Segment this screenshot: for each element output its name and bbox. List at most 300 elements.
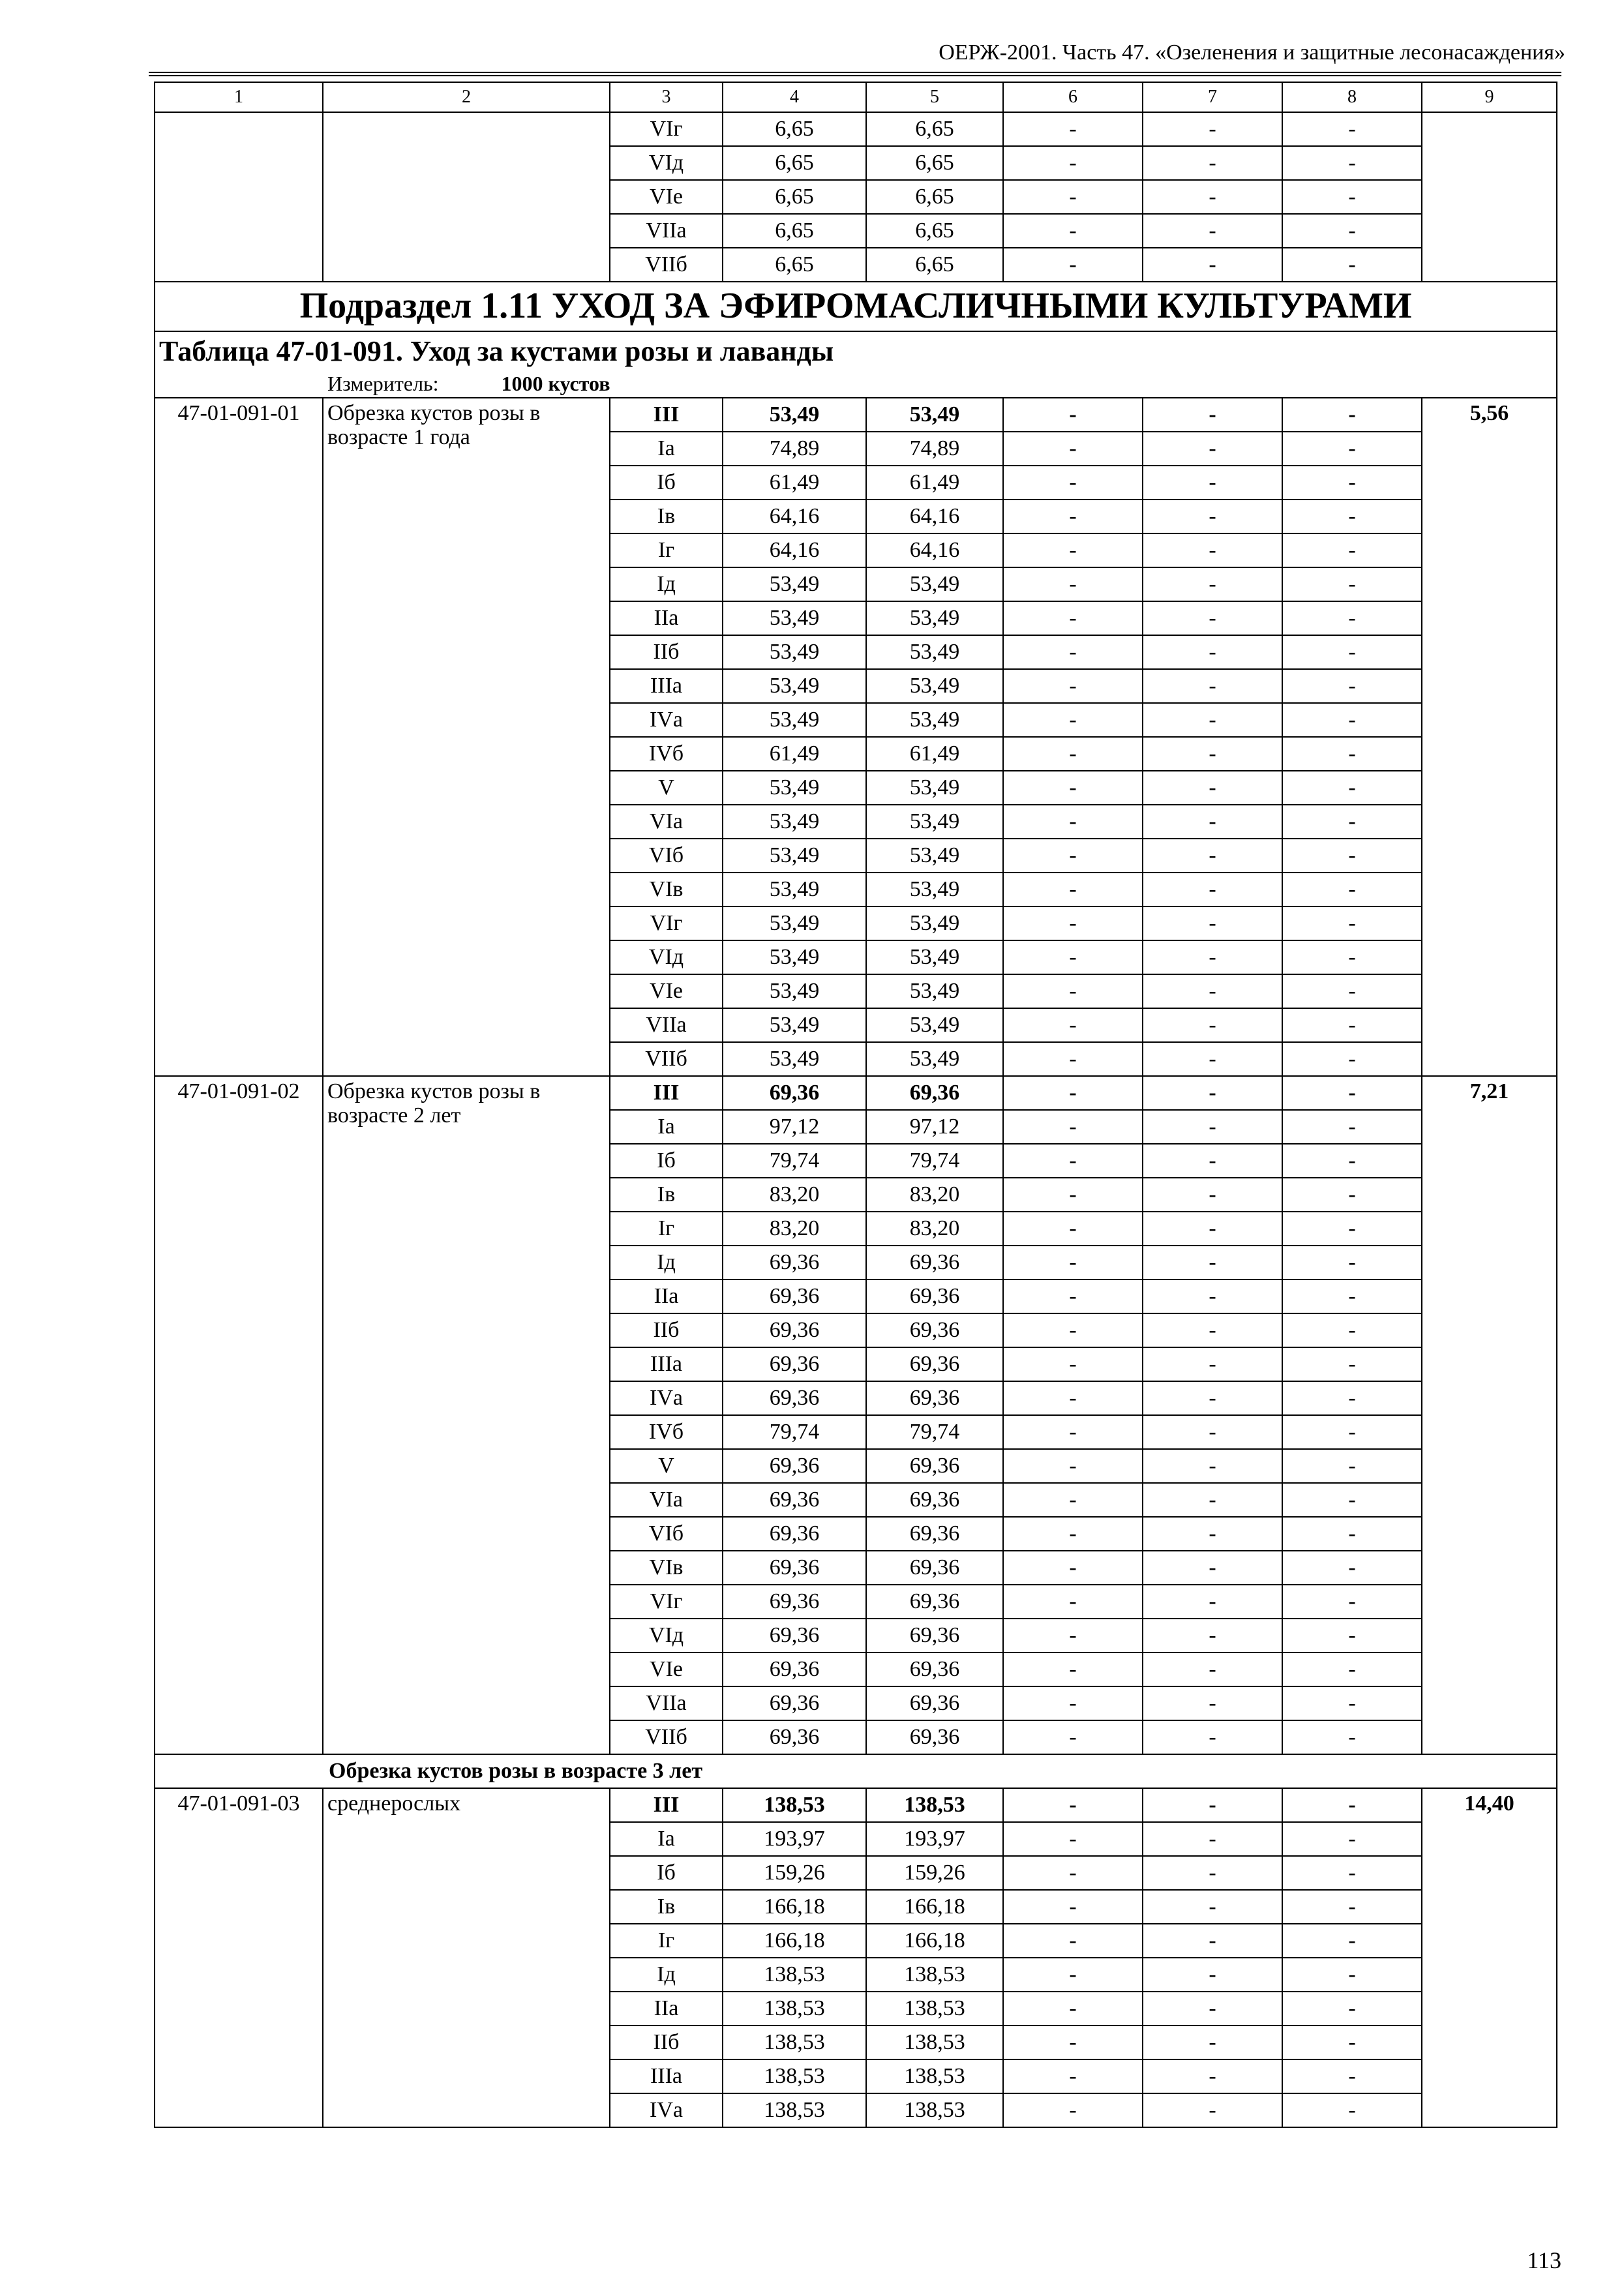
zone-cell: VIб: [610, 839, 723, 873]
dash-cell: -: [1003, 1483, 1143, 1517]
dash-cell: -: [1143, 703, 1282, 737]
dash-cell: -: [1003, 839, 1143, 873]
dash-cell: -: [1143, 1042, 1282, 1076]
value-cell: 53,49: [866, 1042, 1003, 1076]
col9-value: 5,56: [1422, 398, 1557, 1076]
measure-value: 1000 кустов: [501, 372, 610, 396]
dash-cell: -: [1143, 2059, 1282, 2093]
zone-cell: Iг: [610, 1212, 723, 1246]
value-cell: 53,49: [866, 940, 1003, 974]
value-cell: 61,49: [723, 737, 866, 771]
value-cell: 69,36: [866, 1449, 1003, 1483]
value-cell: 69,36: [866, 1483, 1003, 1517]
zone-cell: VIд: [610, 940, 723, 974]
dash-cell: -: [1282, 873, 1422, 906]
value-cell: 166,18: [723, 1924, 866, 1958]
value-cell: 61,49: [723, 466, 866, 500]
zone-cell: Iд: [610, 567, 723, 601]
dash-cell: -: [1003, 1449, 1143, 1483]
value-cell: 97,12: [866, 1110, 1003, 1144]
value-cell: 69,36: [723, 1653, 866, 1686]
measure-label: Измеритель:: [327, 372, 439, 396]
dash-cell: -: [1282, 1415, 1422, 1449]
dash-cell: -: [1003, 1992, 1143, 2026]
value-cell: 53,49: [866, 398, 1003, 432]
zone-cell: III: [610, 1076, 723, 1110]
value-cell: 6,65: [866, 180, 1003, 214]
value-cell: 166,18: [866, 1890, 1003, 1924]
value-cell: 53,49: [723, 398, 866, 432]
value-cell: 69,36: [723, 1619, 866, 1653]
dash-cell: -: [1282, 1890, 1422, 1924]
value-cell: 79,74: [723, 1144, 866, 1178]
dash-cell: -: [1003, 567, 1143, 601]
dash-cell: -: [1143, 567, 1282, 601]
zone-cell: Iа: [610, 1822, 723, 1856]
section-label: Обрезка кустов розы в возрасте 3 лет: [155, 1754, 1557, 1788]
dash-cell: -: [1003, 1076, 1143, 1110]
dash-cell: -: [1003, 737, 1143, 771]
dash-cell: -: [1282, 1178, 1422, 1212]
dash-cell: -: [1143, 1246, 1282, 1279]
dash-cell: -: [1143, 1449, 1282, 1483]
value-cell: 69,36: [866, 1347, 1003, 1381]
dash-cell: -: [1003, 112, 1143, 146]
rates-table: [154, 82, 1557, 2128]
dash-cell: -: [1143, 248, 1282, 282]
zone-cell: VIIб: [610, 248, 723, 282]
value-cell: 53,49: [723, 669, 866, 703]
value-cell: 69,36: [723, 1279, 866, 1313]
value-cell: 69,36: [866, 1313, 1003, 1347]
dash-cell: -: [1003, 1347, 1143, 1381]
value-cell: 64,16: [866, 500, 1003, 533]
rates-table-sheet: [154, 82, 1556, 2128]
dash-cell: -: [1003, 1415, 1143, 1449]
col9-value: 14,40: [1422, 1788, 1557, 2127]
zone-cell: III: [610, 398, 723, 432]
dash-cell: -: [1003, 805, 1143, 839]
dash-cell: -: [1143, 873, 1282, 906]
dash-cell: -: [1003, 1958, 1143, 1992]
dash-cell: -: [1143, 1788, 1282, 1822]
value-cell: 159,26: [723, 1856, 866, 1890]
zone-cell: VIд: [610, 1619, 723, 1653]
dash-cell: -: [1003, 214, 1143, 248]
zone-cell: III: [610, 1788, 723, 1822]
dash-cell: -: [1003, 500, 1143, 533]
zone-cell: VIг: [610, 1585, 723, 1619]
zone-cell: V: [610, 1449, 723, 1483]
dash-cell: -: [1143, 1076, 1282, 1110]
dash-cell: -: [1143, 214, 1282, 248]
value-cell: 69,36: [723, 1517, 866, 1551]
subsection-row: [155, 282, 1557, 331]
zone-cell: VIе: [610, 180, 723, 214]
zone-cell: Iб: [610, 1856, 723, 1890]
col9-value: 7,21: [1422, 1076, 1557, 1754]
zone-cell: VIIа: [610, 1686, 723, 1720]
value-cell: 53,49: [866, 1008, 1003, 1042]
column-number: 6: [1003, 82, 1143, 112]
value-cell: 53,49: [723, 906, 866, 940]
zone-cell: IVа: [610, 703, 723, 737]
value-cell: 97,12: [723, 1110, 866, 1144]
dash-cell: -: [1143, 940, 1282, 974]
dash-cell: -: [1282, 1008, 1422, 1042]
dash-cell: -: [1143, 1653, 1282, 1686]
dash-cell: -: [1143, 500, 1282, 533]
value-cell: 53,49: [866, 669, 1003, 703]
dash-cell: -: [1003, 669, 1143, 703]
dash-cell: -: [1143, 771, 1282, 805]
dash-cell: -: [1282, 432, 1422, 466]
value-cell: 159,26: [866, 1856, 1003, 1890]
dash-cell: -: [1143, 1008, 1282, 1042]
value-cell: 6,65: [866, 214, 1003, 248]
value-cell: 69,36: [866, 1279, 1003, 1313]
zone-cell: VIб: [610, 1517, 723, 1551]
value-cell: 53,49: [723, 805, 866, 839]
value-cell: 53,49: [723, 940, 866, 974]
item-name: Обрезка кустов розы в возрасте 2 лет: [323, 1076, 610, 1754]
dash-cell: -: [1003, 940, 1143, 974]
dash-cell: -: [1282, 737, 1422, 771]
value-cell: 53,49: [723, 567, 866, 601]
column-number: 3: [610, 82, 723, 112]
value-cell: 69,36: [866, 1246, 1003, 1279]
value-cell: 53,49: [723, 771, 866, 805]
value-cell: 69,36: [723, 1551, 866, 1585]
value-cell: 138,53: [866, 1958, 1003, 1992]
dash-cell: -: [1282, 703, 1422, 737]
dash-cell: -: [1003, 466, 1143, 500]
dash-cell: -: [1282, 1212, 1422, 1246]
page-header: ОЕРЖ-2001. Часть 47. «Озеленения и защитные лесонасаждения»: [939, 40, 1565, 65]
name-cell-empty: [323, 112, 610, 282]
table-row: [155, 112, 1557, 146]
value-cell: 69,36: [866, 1585, 1003, 1619]
zone-cell: Iа: [610, 1110, 723, 1144]
value-cell: 69,36: [866, 1076, 1003, 1110]
dash-cell: -: [1143, 2093, 1282, 2127]
dash-cell: -: [1003, 1008, 1143, 1042]
value-cell: 53,49: [866, 771, 1003, 805]
value-cell: 6,65: [723, 112, 866, 146]
value-cell: 53,49: [866, 805, 1003, 839]
value-cell: 6,65: [723, 180, 866, 214]
value-cell: 69,36: [723, 1313, 866, 1347]
dash-cell: -: [1282, 112, 1422, 146]
zone-cell: VIIа: [610, 214, 723, 248]
zone-cell: VIв: [610, 873, 723, 906]
table-row: [155, 1076, 1557, 1110]
zone-cell: VIг: [610, 906, 723, 940]
value-cell: 69,36: [866, 1619, 1003, 1653]
value-cell: 138,53: [723, 1958, 866, 1992]
item-name: Обрезка кустов розы в возрасте 1 года: [323, 398, 610, 1076]
dash-cell: -: [1143, 635, 1282, 669]
value-cell: 83,20: [866, 1178, 1003, 1212]
dash-cell: -: [1282, 1585, 1422, 1619]
value-cell: 138,53: [723, 2059, 866, 2093]
dash-cell: -: [1003, 146, 1143, 180]
zone-cell: Iб: [610, 466, 723, 500]
zone-cell: VIа: [610, 805, 723, 839]
value-cell: 138,53: [866, 1788, 1003, 1822]
value-cell: 69,36: [866, 1686, 1003, 1720]
dash-cell: -: [1003, 1178, 1143, 1212]
dash-cell: -: [1003, 1246, 1143, 1279]
dash-cell: -: [1003, 1686, 1143, 1720]
value-cell: 53,49: [866, 567, 1003, 601]
dash-cell: -: [1282, 1856, 1422, 1890]
dash-cell: -: [1003, 1042, 1143, 1076]
value-cell: 64,16: [723, 533, 866, 567]
value-cell: 53,49: [723, 1042, 866, 1076]
dash-cell: -: [1282, 974, 1422, 1008]
zone-cell: Iв: [610, 1178, 723, 1212]
zone-cell: IIIа: [610, 1347, 723, 1381]
value-cell: 53,49: [866, 974, 1003, 1008]
dash-cell: -: [1143, 1483, 1282, 1517]
dash-cell: -: [1143, 1619, 1282, 1653]
dash-cell: -: [1143, 1856, 1282, 1890]
dash-cell: -: [1003, 248, 1143, 282]
dash-cell: -: [1282, 1619, 1422, 1653]
dash-cell: -: [1003, 533, 1143, 567]
value-cell: 69,36: [723, 1449, 866, 1483]
value-cell: 83,20: [866, 1212, 1003, 1246]
dash-cell: -: [1003, 1585, 1143, 1619]
dash-cell: -: [1143, 601, 1282, 635]
table-row: [155, 398, 1557, 432]
dash-cell: -: [1003, 873, 1143, 906]
dash-cell: -: [1282, 2093, 1422, 2127]
dash-cell: -: [1143, 1415, 1282, 1449]
dash-cell: -: [1143, 1686, 1282, 1720]
dash-cell: -: [1282, 1381, 1422, 1415]
zone-cell: Iа: [610, 432, 723, 466]
subsection-title: Подраздел 1.11 УХОД ЗА ЭФИРОМАСЛИЧНЫМИ КУЛЬТУРАМИ: [155, 282, 1557, 331]
dash-cell: -: [1003, 974, 1143, 1008]
zone-cell: Iв: [610, 500, 723, 533]
dash-cell: -: [1282, 635, 1422, 669]
dash-cell: -: [1143, 1313, 1282, 1347]
dash-cell: -: [1143, 839, 1282, 873]
dash-cell: -: [1143, 1720, 1282, 1754]
dash-cell: -: [1282, 533, 1422, 567]
table-title: Таблица 47-01-091. Уход за кустами розы и лаванды: [155, 331, 1557, 371]
value-cell: 69,36: [866, 1720, 1003, 1754]
dash-cell: -: [1143, 2026, 1282, 2059]
dash-cell: -: [1282, 1279, 1422, 1313]
zone-cell: VIа: [610, 1483, 723, 1517]
column-number: 5: [866, 82, 1003, 112]
value-cell: 6,65: [723, 214, 866, 248]
value-cell: 166,18: [866, 1924, 1003, 1958]
value-cell: 69,36: [866, 1551, 1003, 1585]
dash-cell: -: [1143, 146, 1282, 180]
value-cell: 193,97: [723, 1822, 866, 1856]
value-cell: 6,65: [723, 146, 866, 180]
dash-cell: -: [1003, 1890, 1143, 1924]
zone-cell: Iг: [610, 533, 723, 567]
dash-cell: -: [1003, 1313, 1143, 1347]
table-title-row: [155, 331, 1557, 371]
column-number: 8: [1282, 82, 1422, 112]
dash-cell: -: [1003, 1110, 1143, 1144]
dash-cell: -: [1143, 1924, 1282, 1958]
value-cell: 69,36: [723, 1076, 866, 1110]
column-number: 4: [723, 82, 866, 112]
column-number: 9: [1422, 82, 1557, 112]
dash-cell: -: [1282, 1653, 1422, 1686]
item-code: 47-01-091-02: [155, 1076, 323, 1754]
value-cell: 61,49: [866, 466, 1003, 500]
dash-cell: -: [1282, 1313, 1422, 1347]
code-cell-empty: [155, 112, 323, 282]
dash-cell: -: [1282, 1686, 1422, 1720]
dash-cell: -: [1282, 1144, 1422, 1178]
dash-cell: -: [1003, 1551, 1143, 1585]
dash-cell: -: [1282, 567, 1422, 601]
dash-cell: -: [1282, 906, 1422, 940]
dash-cell: -: [1003, 1619, 1143, 1653]
zone-cell: VIе: [610, 1653, 723, 1686]
value-cell: 83,20: [723, 1212, 866, 1246]
dash-cell: -: [1282, 1076, 1422, 1110]
dash-cell: -: [1282, 180, 1422, 214]
zone-cell: IVб: [610, 1415, 723, 1449]
dash-cell: -: [1143, 180, 1282, 214]
value-cell: 69,36: [723, 1720, 866, 1754]
zone-cell: Iб: [610, 1144, 723, 1178]
measure-cell: [155, 371, 1557, 398]
dash-cell: -: [1003, 1653, 1143, 1686]
value-cell: 138,53: [866, 2093, 1003, 2127]
dash-cell: -: [1003, 635, 1143, 669]
dash-cell: -: [1282, 1042, 1422, 1076]
dash-cell: -: [1143, 906, 1282, 940]
dash-cell: -: [1282, 601, 1422, 635]
value-cell: 74,89: [866, 432, 1003, 466]
dash-cell: -: [1282, 398, 1422, 432]
value-cell: 138,53: [866, 2059, 1003, 2093]
zone-cell: VIг: [610, 112, 723, 146]
value-cell: 53,49: [723, 703, 866, 737]
dash-cell: -: [1003, 1924, 1143, 1958]
dash-cell: -: [1282, 1551, 1422, 1585]
dash-cell: -: [1003, 601, 1143, 635]
page-number: 113: [1527, 2247, 1561, 2273]
item-code: 47-01-091-01: [155, 398, 323, 1076]
value-cell: 61,49: [866, 737, 1003, 771]
value-cell: 166,18: [723, 1890, 866, 1924]
dash-cell: -: [1003, 2059, 1143, 2093]
zone-cell: Iд: [610, 1958, 723, 1992]
zone-cell: IIа: [610, 1992, 723, 2026]
value-cell: 79,74: [866, 1415, 1003, 1449]
dash-cell: -: [1282, 771, 1422, 805]
dash-cell: -: [1003, 771, 1143, 805]
dash-cell: -: [1282, 805, 1422, 839]
dash-cell: -: [1003, 1144, 1143, 1178]
value-cell: 53,49: [866, 873, 1003, 906]
zone-cell: IVа: [610, 1381, 723, 1415]
value-cell: 6,65: [866, 248, 1003, 282]
zone-cell: VIе: [610, 974, 723, 1008]
dash-cell: -: [1003, 398, 1143, 432]
dash-cell: -: [1143, 669, 1282, 703]
zone-cell: VIIб: [610, 1720, 723, 1754]
dash-cell: -: [1282, 839, 1422, 873]
dash-cell: -: [1282, 1720, 1422, 1754]
value-cell: 53,49: [723, 873, 866, 906]
zone-cell: IVа: [610, 2093, 723, 2127]
value-cell: 138,53: [866, 2026, 1003, 2059]
dash-cell: -: [1143, 112, 1282, 146]
dash-cell: -: [1282, 1246, 1422, 1279]
value-cell: 138,53: [723, 2026, 866, 2059]
dash-cell: -: [1282, 1958, 1422, 1992]
dash-cell: -: [1143, 1212, 1282, 1246]
dash-cell: -: [1143, 1517, 1282, 1551]
value-cell: 69,36: [866, 1381, 1003, 1415]
dash-cell: -: [1143, 805, 1282, 839]
dash-cell: -: [1143, 974, 1282, 1008]
zone-cell: IIб: [610, 635, 723, 669]
value-cell: 53,49: [723, 635, 866, 669]
dash-cell: -: [1282, 940, 1422, 974]
zone-cell: V: [610, 771, 723, 805]
zone-cell: VIв: [610, 1551, 723, 1585]
value-cell: 64,16: [723, 500, 866, 533]
value-cell: 138,53: [723, 1788, 866, 1822]
zone-cell: IIб: [610, 1313, 723, 1347]
dash-cell: -: [1282, 1483, 1422, 1517]
value-cell: 69,36: [723, 1585, 866, 1619]
column-number-row: [155, 82, 1557, 112]
value-cell: 138,53: [866, 1992, 1003, 2026]
column-number: 1: [155, 82, 323, 112]
zone-cell: IIб: [610, 2026, 723, 2059]
dash-cell: -: [1282, 1992, 1422, 2026]
value-cell: 79,74: [866, 1144, 1003, 1178]
zone-cell: Iв: [610, 1890, 723, 1924]
dash-cell: -: [1003, 1720, 1143, 1754]
zone-cell: IIа: [610, 1279, 723, 1313]
value-cell: 79,74: [723, 1415, 866, 1449]
col9-cell-empty: [1422, 112, 1557, 282]
dash-cell: -: [1282, 500, 1422, 533]
dash-cell: -: [1143, 466, 1282, 500]
dash-cell: -: [1143, 1958, 1282, 1992]
dash-cell: -: [1143, 1178, 1282, 1212]
value-cell: 74,89: [723, 432, 866, 466]
dash-cell: -: [1282, 1788, 1422, 1822]
table-row: [155, 1788, 1557, 1822]
dash-cell: -: [1282, 1347, 1422, 1381]
value-cell: 69,36: [866, 1517, 1003, 1551]
value-cell: 53,49: [866, 839, 1003, 873]
dash-cell: -: [1003, 906, 1143, 940]
dash-cell: -: [1143, 533, 1282, 567]
dash-cell: -: [1282, 248, 1422, 282]
value-cell: 138,53: [723, 2093, 866, 2127]
zone-cell: IIIа: [610, 2059, 723, 2093]
dash-cell: -: [1003, 180, 1143, 214]
